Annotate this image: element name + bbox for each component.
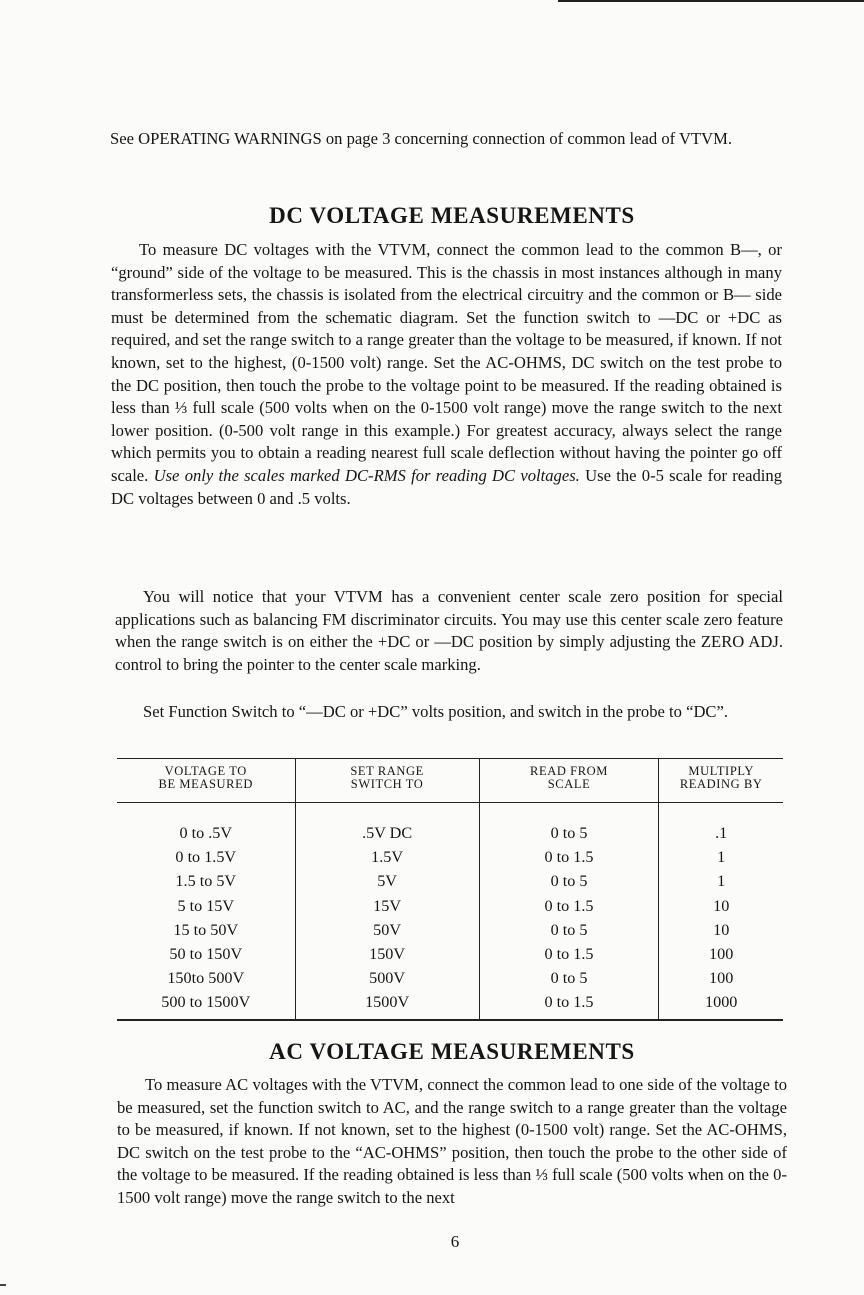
cell-voltage: 5 to 15V	[177, 896, 235, 915]
cell-scale: 0 to 1.5	[479, 845, 659, 869]
table-row	[117, 966, 783, 990]
header-read-from-scale: READ FROM SCALE	[479, 759, 659, 803]
intro-paragraph: See OPERATING WARNINGS on page 3 concerning connection of common lead of VTVM.	[110, 129, 732, 148]
cell-range: 500V	[295, 966, 479, 990]
cell-scale: 0 to 5	[479, 803, 659, 846]
cell-multiplier: 1000	[659, 990, 783, 1019]
cell-voltage: 1.5 to 5V	[175, 872, 237, 891]
table-row	[117, 869, 783, 893]
dc-section-heading: DC VOLTAGE MEASUREMENTS	[269, 203, 635, 228]
edge-mark	[0, 1284, 6, 1286]
cell-multiplier: 100	[659, 966, 783, 990]
cell-range: 50V	[295, 918, 479, 942]
dc-paragraph-1-end: Use the 0-5 scale for reading DC voltages between 0 and .5 volts.	[111, 465, 783, 508]
dc-paragraph-1-start: To measure DC voltages with the VTVM, connect the common lead to the common B—, or “ground” side of the voltage to be measured. This is the chassis in most instances although in many transformerless sets, the chassis is isolated from the electrical circuitry and the common or B— side must be determined from the schematic diagram. Set the function switch to —DC or +DC as required, and set the range switch to a range greater than the voltage to be measured, if known. If not known, set to the highest, (0-1500 volt) range. Set the AC-OHMS, DC switch on the test probe to the DC position, then touch the probe to the voltage point to be measured. If the reading obtained is less than ⅓ full scale (500 volts when on the 0-1500 volt range) move the range switch to the next lower position. (0-500 volt range in this example.) For greatest accuracy, always select the range which permits you to obtain a reading nearest full scale deflection without having the pointer go off scale.	[111, 240, 782, 485]
table-row	[117, 990, 783, 1019]
ac-paragraph-1: To measure AC voltages with the VTVM, connect the common lead to one side of the voltage to be measured, set the function switch to AC, and the range switch to a range greater than the voltage to be measured, if known. If not known, set to the highest (0-1500 volt) range. Set the AC-OHMS, DC switch on the test probe to the “AC-OHMS” position, then touch the probe to the other side of the voltage to be measured. If the reading obtained is less than ⅓ full scale (500 volts when on the 0-1500 volt range) move the range switch to the next	[117, 1075, 787, 1207]
cell-multiplier: .1	[659, 803, 783, 846]
cell-multiplier: 100	[659, 942, 783, 966]
cell-scale: 0 to 5	[479, 918, 659, 942]
cell-voltage: 500 to 1500V	[161, 993, 251, 1012]
table-row	[117, 845, 783, 869]
cell-multiplier: 1	[659, 845, 783, 869]
cell-scale: 0 to 1.5	[479, 942, 659, 966]
cell-voltage: 0 to 1.5V	[175, 848, 237, 867]
cell-range: 1.5V	[295, 845, 479, 869]
dc-paragraph-3: Set Function Switch to “—DC or +DC” volts position, and switch in the probe to “DC”.	[143, 702, 729, 721]
cell-range: 1500V	[295, 990, 479, 1019]
cell-range: 5V	[295, 869, 479, 893]
cell-voltage: 0 to .5V	[179, 824, 233, 843]
cell-range: 15V	[295, 894, 479, 918]
dc-paragraph-1-italic: Use only the scales marked DC-RMS for reading DC voltages.	[153, 465, 580, 485]
table-row	[117, 942, 783, 966]
header-multiply-reading-by: MULTIPLY READING BY	[659, 759, 783, 803]
cell-voltage: 15 to 50V	[173, 920, 239, 939]
header-voltage-to-be-measured: VOLTAGE TO BE MEASURED	[117, 759, 295, 803]
header-set-range-switch-to: SET RANGE SWITCH TO	[295, 759, 479, 803]
cell-voltage: 50 to 150V	[169, 945, 243, 964]
cell-multiplier: 10	[659, 918, 783, 942]
cell-scale: 0 to 1.5	[479, 894, 659, 918]
dc-paragraph-2: You will notice that your VTVM has a convenient center scale zero position for special applications such as balancing FM discriminator circuits. You may use this center scale zero feature when the range switch is on either the +DC or —DC position by simply adjusting the ZERO ADJ. control to bring the pointer to the center scale marking.	[115, 587, 783, 674]
dc-paragraph-1	[111, 239, 782, 510]
cell-voltage: 150to 500V	[167, 969, 245, 988]
cell-scale: 0 to 1.5	[479, 990, 659, 1019]
cell-range: 150V	[295, 942, 479, 966]
table-row	[117, 918, 783, 942]
dc-voltage-range-table	[117, 758, 783, 1021]
top-rule	[558, 0, 864, 2]
ac-section-heading: AC VOLTAGE MEASUREMENTS	[269, 1039, 635, 1064]
cell-scale: 0 to 5	[479, 966, 659, 990]
table-header-row	[117, 759, 783, 803]
cell-range: .5V DC	[295, 803, 479, 846]
cell-multiplier: 1	[659, 869, 783, 893]
page-number: 6	[450, 1232, 460, 1251]
table-row	[117, 803, 783, 846]
cell-multiplier: 10	[659, 894, 783, 918]
cell-scale: 0 to 5	[479, 869, 659, 893]
table-row	[117, 894, 783, 918]
